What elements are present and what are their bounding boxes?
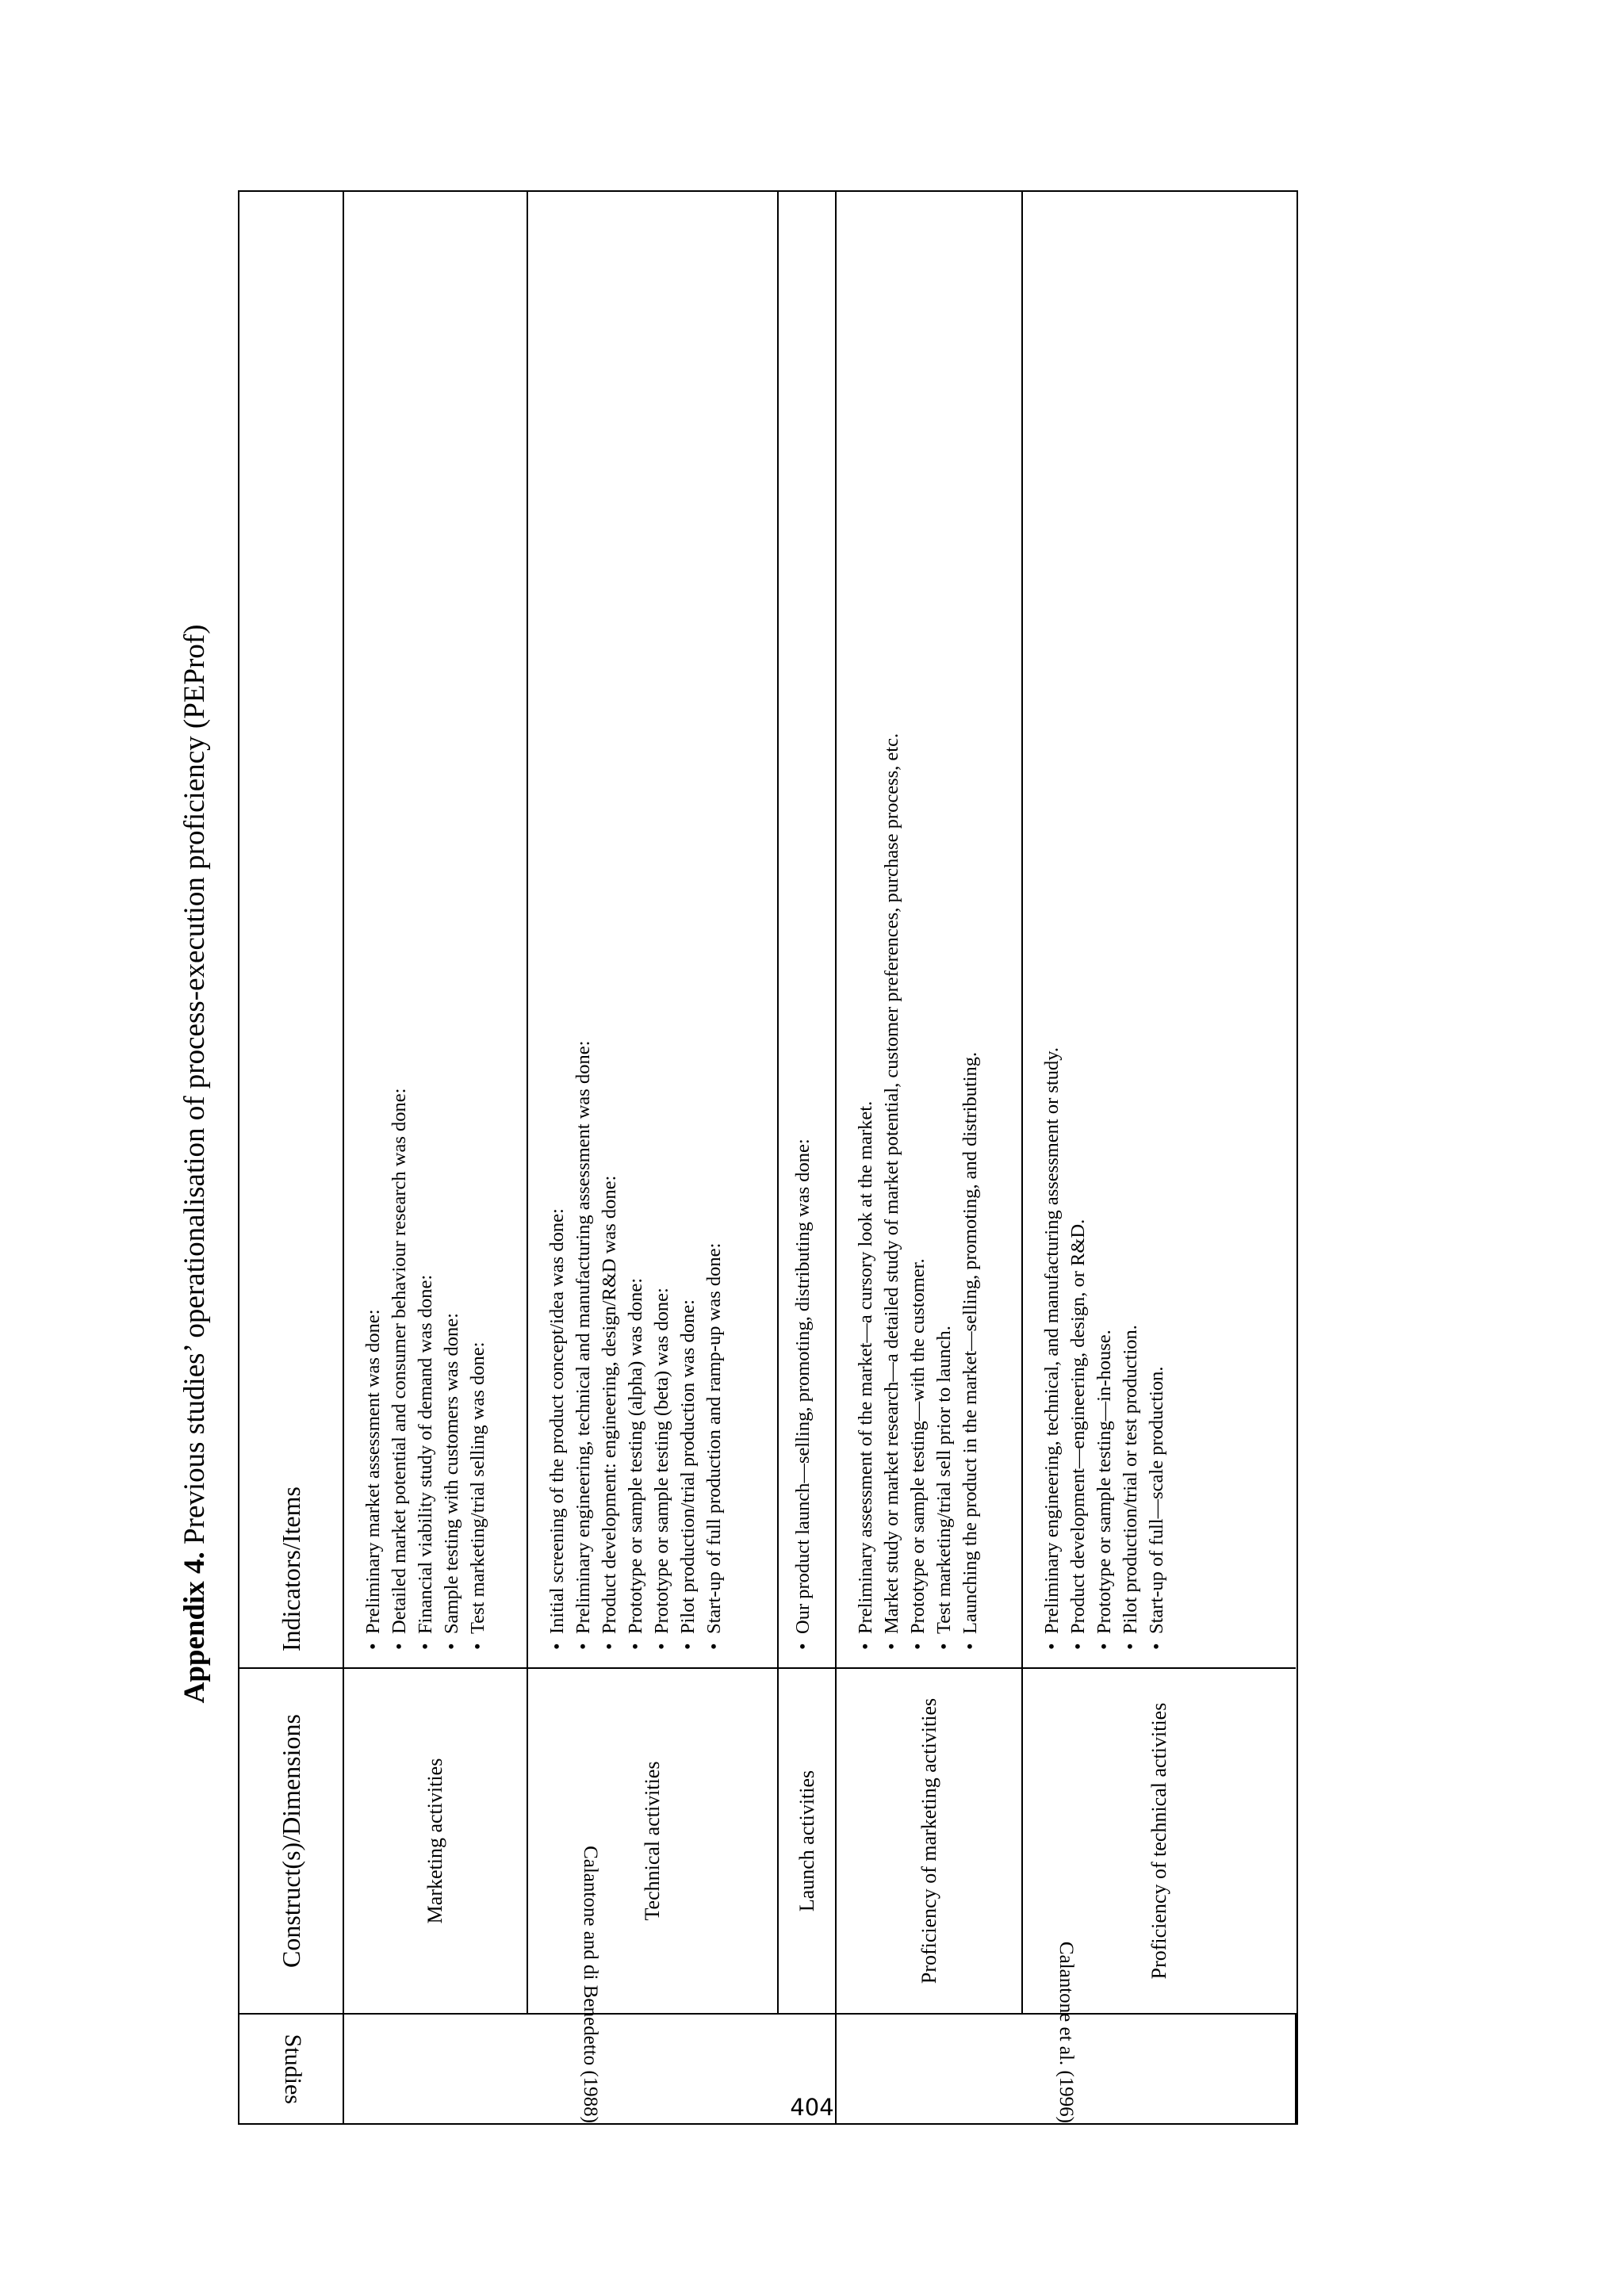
list-item: •Initial screening of the product concept/idea was done: (544, 200, 570, 1650)
list-item: •Pilot production/trial production was done: (675, 200, 701, 1650)
construct-cell: Proficiency of marketing activities (836, 1668, 1022, 2014)
bullet-icon: • (362, 1643, 384, 1650)
list-item: •Detailed market potential and consumer behaviour research was done: (386, 200, 412, 1650)
page-number: 404 (790, 2094, 834, 2121)
study-name: Calantone et al. (1996) (1055, 1941, 1077, 2123)
bullet-icon: • (792, 1643, 814, 1650)
items-cell (343, 192, 527, 1668)
bullet-icon: • (1094, 1643, 1115, 1650)
bullet-icon: • (703, 1643, 725, 1650)
items-cell (836, 192, 1022, 1668)
bullet-icon: • (1041, 1643, 1063, 1650)
appendix-title-label: Appendix 4. (178, 1552, 211, 1704)
header-items: Indicators/Items (239, 192, 343, 1668)
bullet-icon: • (1120, 1643, 1141, 1650)
bullet-icon: • (573, 1643, 594, 1650)
list-item: •Start-up of full—scale production. (1143, 200, 1170, 1650)
bullet-icon: • (389, 1643, 410, 1650)
bullet-icon: • (933, 1643, 955, 1650)
items-list (360, 200, 491, 1650)
construct-cell: Launch activities (778, 1668, 836, 2014)
table-row (778, 192, 836, 2123)
list-item: •Preliminary assessment of the market—a cursory look at the market. (852, 200, 879, 1650)
bullet-icon: • (599, 1643, 620, 1650)
list-item: •Preliminary engineering, technical, and manufacturing assessment or study. (1039, 200, 1065, 1650)
bullet-icon: • (651, 1643, 672, 1650)
list-item: •Preliminary market assessment was done: (360, 200, 386, 1650)
header-studies: Studies (239, 2014, 343, 2123)
items-cell (778, 192, 836, 1668)
table-row (1022, 192, 1296, 2123)
list-item: •Prototype or sample testing (alpha) was done: (622, 200, 649, 1650)
items-cell (1022, 192, 1296, 1668)
construct-cell: Technical activities (527, 1668, 778, 2014)
table-row (836, 192, 1022, 2123)
list-item: •Financial viability study of demand was done: (412, 200, 439, 1650)
table-row (343, 192, 527, 2123)
list-item: •Prototype or sample testing—in-house. (1091, 200, 1117, 1650)
items-cell (527, 192, 778, 1668)
table-row (527, 192, 778, 2123)
list-item: •Preliminary engineering, technical and manufacturing assessment was done: (570, 200, 596, 1650)
construct-cell: Proficiency of technical activities (1022, 1668, 1296, 2014)
bullet-icon: • (415, 1643, 436, 1650)
bullet-icon: • (855, 1643, 876, 1650)
items-list (852, 200, 983, 1650)
bullet-icon: • (881, 1643, 902, 1650)
rotated-page-content (174, 187, 1316, 2141)
list-item: •Launching the product in the market—selling, promoting, and distributing. (957, 200, 983, 1650)
list-item: •Product development: engineering, design/R&D was done: (596, 200, 622, 1650)
bullet-icon: • (959, 1643, 981, 1650)
items-list (1039, 200, 1170, 1650)
bullet-icon: • (1146, 1643, 1167, 1650)
items-list (790, 200, 816, 1650)
bullet-icon: • (677, 1643, 699, 1650)
appendix-title-text: Previous studies’ operationalisation of process-execution proficiency (PEProf) (178, 624, 211, 1552)
bullet-icon: • (1067, 1643, 1089, 1650)
bullet-icon: • (907, 1643, 929, 1650)
list-item: •Market study or market research—a detailed study of market potential, customer preferences, purchase process, etc. (879, 200, 905, 1650)
list-item: •Our product launch—selling, promoting, distributing was done: (790, 200, 816, 1650)
list-item: •Test marketing/trial selling was done: (465, 200, 491, 1650)
operationalisation-table (238, 190, 1298, 2125)
list-item: •Prototype or sample testing—with the customer. (905, 200, 931, 1650)
bullet-icon: • (625, 1643, 646, 1650)
header-construct: Construct(s)/Dimensions (239, 1668, 343, 2014)
items-list (544, 200, 727, 1650)
bullet-icon: • (546, 1643, 568, 1650)
list-item: •Start-up of full production and ramp-up was done: (701, 200, 727, 1650)
bullet-icon: • (467, 1643, 488, 1650)
appendix-title (174, 187, 216, 2141)
list-item: •Product development—engineering, design, or R&D. (1065, 200, 1091, 1650)
construct-cell: Marketing activities (343, 1668, 527, 2014)
list-item: •Sample testing with customers was done: (439, 200, 465, 1650)
table-header-row (239, 192, 343, 2123)
list-item: •Test marketing/trial sell prior to launch. (931, 200, 957, 1650)
list-item: •Pilot production/trial or test production. (1117, 200, 1143, 1650)
bullet-icon: • (441, 1643, 462, 1650)
study-name: Calantone and di Benedetto (1988) (579, 1846, 601, 2123)
list-item: •Prototype or sample testing (beta) was done: (649, 200, 675, 1650)
